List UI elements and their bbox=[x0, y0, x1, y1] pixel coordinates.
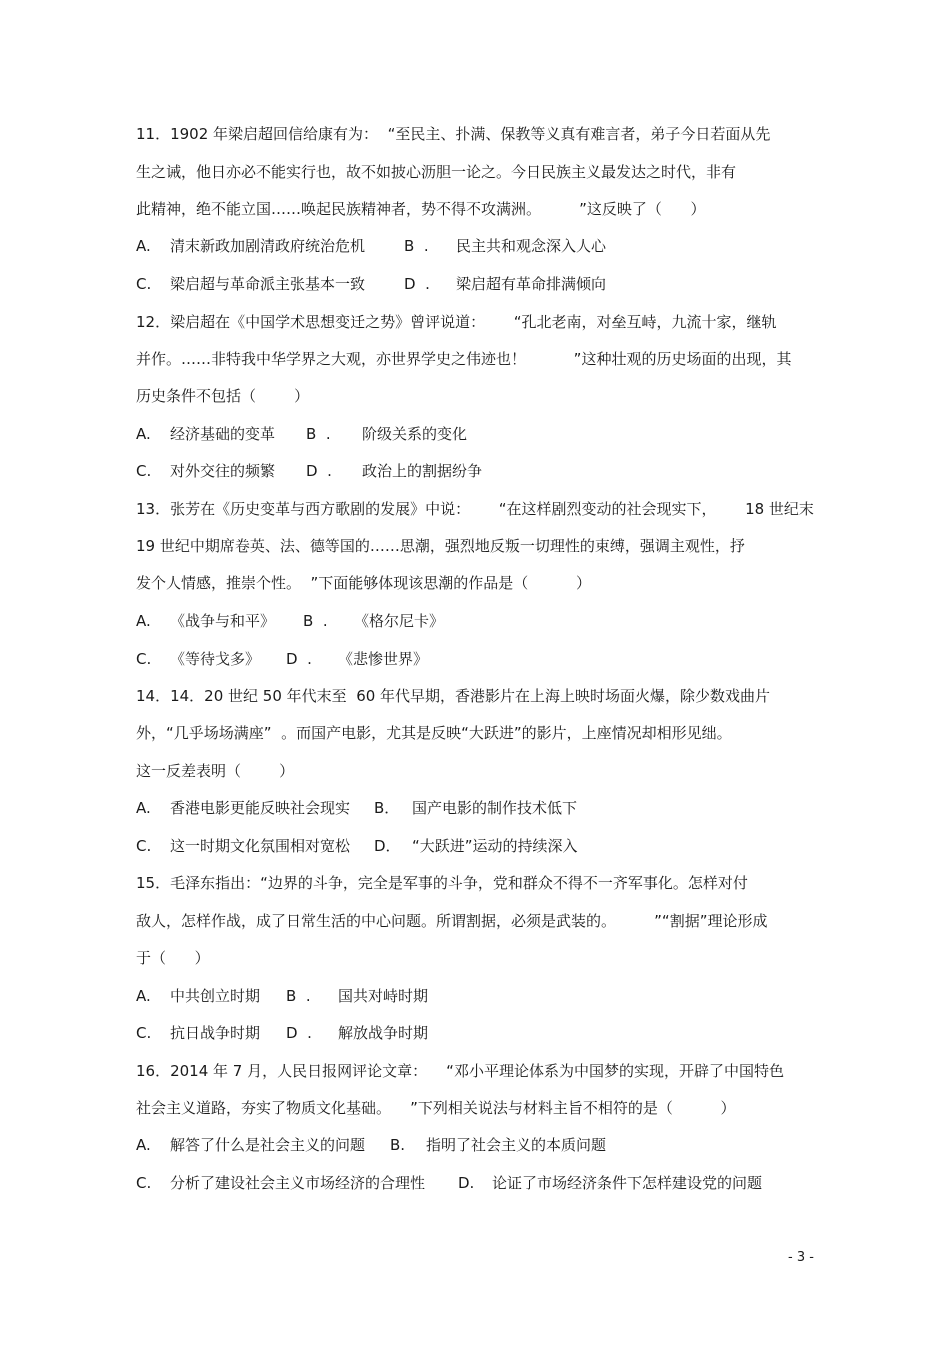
question-14-line-2: 外，“几乎场场满座” 。而国产电影，尤其是反映“大跃进”的影片，上座情况却相形见绌。 bbox=[136, 724, 732, 742]
q12-option-b-text: 阶级关系的变化 bbox=[362, 425, 468, 443]
q13-option-c-letter: C. bbox=[136, 650, 152, 668]
q11-option-c-text: 梁启超与革命派主张基本一致 bbox=[170, 275, 366, 293]
q11-option-d-letter: D . bbox=[404, 275, 430, 293]
q12-option-d-text: 政治上的割据纷争 bbox=[362, 462, 483, 480]
q16-option-c-letter: C. bbox=[136, 1174, 152, 1192]
q15-option-c-text: 抗日战争时期 bbox=[170, 1024, 261, 1042]
question-12-line-2: 并作。……非特我中华学界之大观，亦世界学史之伟迹也！ ”这种壮观的历史场面的出现，其 bbox=[136, 350, 792, 368]
q14-option-a-letter: A. bbox=[136, 799, 151, 817]
q16-option-c-text: 分析了建设社会主义市场经济的合理性 bbox=[170, 1174, 426, 1192]
q14-option-d-text: “大跃进”运动的持续深入 bbox=[412, 837, 578, 855]
question-12-line-1: 12．梁启超在《中国学术思想变迁之势》曾评说道： “孔北老南，对垒互峙，九流十家，继轨 bbox=[136, 313, 777, 331]
q13-option-b-letter: B . bbox=[303, 612, 328, 630]
question-14-line-1: 14．14．20 世纪 50 年代末至 60 年代早期，香港影片在上海上映时场面火爆，除少数戏曲片 bbox=[136, 687, 771, 705]
q11-option-a-text: 清末新政加剧清政府统治危机 bbox=[170, 237, 366, 255]
q12-option-a-letter: A. bbox=[136, 425, 151, 443]
q13-option-b-text: 《格尔尼卡》 bbox=[354, 612, 445, 630]
q12-option-d-letter: D . bbox=[306, 462, 332, 480]
q16-option-b-letter: B. bbox=[390, 1136, 406, 1154]
q11-option-a-letter: A. bbox=[136, 237, 151, 255]
q16-option-d-text: 论证了市场经济条件下怎样建设党的问题 bbox=[492, 1174, 763, 1192]
q15-option-d-text: 解放战争时期 bbox=[338, 1024, 429, 1042]
q11-option-b-letter: B . bbox=[404, 237, 429, 255]
q15-option-b-text: 国共对峙时期 bbox=[338, 987, 429, 1005]
question-13-line-1: 13．张芳在《历史变革与西方歌剧的发展》中说： “在这样剧烈变动的社会现实下， 18 世纪末 bbox=[136, 500, 814, 518]
question-16-line-1: 16．2014 年 7 月，人民日报网评论文章： “邓小平理论体系为中国梦的实现，开辟了中国特色 bbox=[136, 1062, 784, 1080]
question-15-line-1: 15．毛泽东指出：“边界的斗争，完全是军事的斗争，党和群众不得不一齐军事化。怎样对付 bbox=[136, 874, 748, 892]
q15-option-c-letter: C. bbox=[136, 1024, 152, 1042]
question-11-line-1: 11．1902 年梁启超回信给康有为： “至民主、扑满、保教等义真有难言者，弟子今日若面从先 bbox=[136, 125, 771, 143]
question-15-line-3: 于（ ） bbox=[136, 949, 210, 967]
question-11-line-3: 此精神，绝不能立国……唤起民族精神者，势不得不攻满洲。 ”这反映了（ ） bbox=[136, 200, 706, 218]
q16-option-b-text: 指明了社会主义的本质问题 bbox=[426, 1136, 607, 1154]
q16-option-a-text: 解答了什么是社会主义的问题 bbox=[170, 1136, 366, 1154]
q13-option-d-text: 《悲惨世界》 bbox=[338, 650, 429, 668]
question-11-line-2: 生之诫，他日亦必不能实行也，故不如披心沥胆一论之。今日民族主义最发达之时代，非有 bbox=[136, 163, 737, 181]
q12-option-c-letter: C. bbox=[136, 462, 152, 480]
q13-option-a-letter: A. bbox=[136, 612, 151, 630]
q15-option-a-text: 中共创立时期 bbox=[170, 987, 261, 1005]
q16-option-a-letter: A. bbox=[136, 1136, 151, 1154]
q14-option-d-letter: D． bbox=[374, 837, 401, 855]
q16-option-d-letter: D. bbox=[458, 1174, 475, 1192]
question-13-line-2: 19 世纪中期席卷英、法、德等国的……思潮，强烈地反叛一切理性的束缚，强调主观性，抒 bbox=[136, 537, 745, 555]
question-13-line-3: 发个人情感，推崇个性。 ”下面能够体现该思潮的作品是（ ） bbox=[136, 574, 591, 592]
q13-option-a-text: 《战争与和平》 bbox=[170, 612, 276, 630]
q15-option-d-letter: D . bbox=[286, 1024, 312, 1042]
q11-option-b-text: 民主共和观念深入人心 bbox=[456, 237, 607, 255]
q12-option-a-text: 经济基础的变革 bbox=[170, 425, 276, 443]
q14-option-c-letter: C. bbox=[136, 837, 152, 855]
q14-option-c-text: 这一时期文化氛围相对宽松 bbox=[170, 837, 351, 855]
q14-option-a-text: 香港电影更能反映社会现实 bbox=[170, 799, 351, 817]
q12-option-c-text: 对外交往的频繁 bbox=[170, 462, 276, 480]
question-15-line-2: 敌人，怎样作战，成了日常生活的中心问题。所谓割据，必须是武装的。 ”“割据”理论形成 bbox=[136, 912, 768, 930]
q12-option-b-letter: B . bbox=[306, 425, 331, 443]
q11-option-c-letter: C. bbox=[136, 275, 152, 293]
q13-option-c-text: 《等待戈多》 bbox=[170, 650, 261, 668]
q15-option-b-letter: B . bbox=[286, 987, 311, 1005]
question-16-line-2: 社会主义道路，夯实了物质文化基础。 ”下列相关说法与材料主旨不相符的是（ ） bbox=[136, 1099, 736, 1117]
page-number: - 3 - bbox=[788, 1250, 814, 1265]
q15-option-a-letter: A. bbox=[136, 987, 151, 1005]
question-12-line-3: 历史条件不包括（ ） bbox=[136, 387, 310, 405]
q14-option-b-text: 国产电影的制作技术低下 bbox=[412, 799, 578, 817]
question-14-line-3: 这一反差表明（ ） bbox=[136, 762, 295, 780]
q14-option-b-letter: B． bbox=[374, 799, 400, 817]
q11-option-d-text: 梁启超有革命排满倾向 bbox=[456, 275, 607, 293]
q13-option-d-letter: D . bbox=[286, 650, 312, 668]
